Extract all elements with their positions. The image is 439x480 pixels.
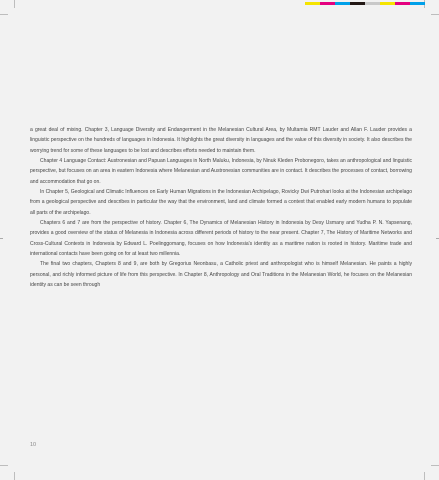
color-swatch: [320, 2, 335, 5]
color-swatch: [365, 2, 380, 5]
paragraph: In Chapter 5, Geological and Climatic Influences on Early Human Migrations in the Indonesian Archipelago, Rovicky Dwi Putrohari looks at the Indonesian archipelago from a geological perspective and describes in particular the way that the environment, land and climate formed a context that enabled early modern humans to populate all parts of the archipelago.: [30, 189, 412, 216]
crop-mark: [431, 14, 439, 15]
paragraph: Chapters 6 and 7 are from the perspective of history. Chapter 6, The Dynamics of Melanesian History in Indonesia by Desy Usmany and Yudha P. N. Yapsenang, provides a good overview of the status of Melanesia in Indonesia across different periods of history to the near present. Chapter 7, The History of Maritime Networks and Cross-Cultural Contexts in Indonesia by Edward L. Poelinggomang, focuses on how Indonesia's identity as a maritime nation is rooted in history. Maritime trade and international contacts have been going on for at least two millennia.: [30, 220, 412, 258]
crop-mark: [14, 472, 15, 480]
color-swatch: [350, 2, 365, 5]
registration-tick: [0, 238, 3, 239]
crop-mark: [0, 14, 8, 15]
color-swatch: [395, 2, 410, 5]
page-number: 10: [30, 442, 37, 448]
crop-mark: [431, 465, 439, 466]
crop-mark: [424, 472, 425, 480]
crop-mark: [14, 0, 15, 8]
paragraph: The final two chapters, Chapters 8 and 9, are both by Gregorius Neonbasu, a Catholic priest and anthropologist who is himself Melanesian. He paints a highly personal, and richly informed picture of life from this perspective. In Chapter 8, Anthropology and Oral Traditions in the Melanesian World, he focuses on the Melanesian identity as can be seen through: [30, 261, 412, 289]
paragraph: a great deal of mixing. Chapter 3, Language Diversity and Endangerment in the Melanesian Cultural Area, by Multamia RMT Lauder and Allan F. Lauder provides a linguistic perspective on the hundreds of languages in Indonesia. It highlights the great diversity in languages and the value of this diversity in society. It also describes the worrying trend for some of these languages to be lost and describes efforts needed to maintain them.: [30, 127, 412, 154]
color-registration-bar: [305, 2, 425, 5]
paragraph: Chapter 4 Language Contact: Austronesian and Papuan Languages in North Maluku, Indonesia, by Ninuk Kleden Probonegoro, takes an anthropological and linguistic perspective, but focuses on an area in eastern Indonesia where Melanesian and Austronesian communities are in contact. It describes the processes of contact, borrowing and accommodation that go on.: [30, 158, 412, 185]
color-swatch: [410, 2, 425, 5]
body-text: [30, 125, 412, 291]
crop-mark: [0, 465, 8, 466]
color-swatch: [305, 2, 320, 5]
color-swatch: [380, 2, 395, 5]
color-swatch: [335, 2, 350, 5]
